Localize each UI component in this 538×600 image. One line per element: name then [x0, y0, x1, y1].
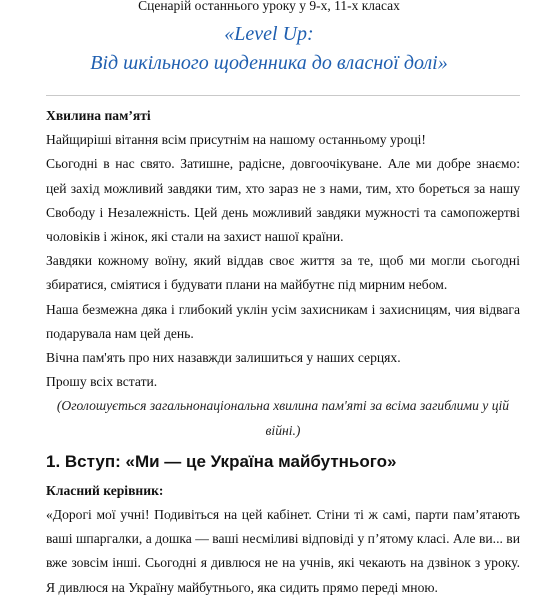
- paragraph: «Дорогі мої учні! Подивіться на цей кабінет. Стіни ті ж самі, парти пам’ятають ваші шпаргалки, а дошка — ваші несміливі відповіді у п’ятому класі. Але ви... ви вже зовсім інші. Сьогодні я дивлюся не на учнів, які чекають на дзвінок з уроку. Я дивлюся на Україну майбутнього, яка сидить прямо переді мною.: [46, 507, 520, 595]
- memory-heading: Хвилина пам’яті: [46, 108, 151, 123]
- section-heading-intro: 1. Вступ: «Ми — це Україна майбутнього»: [46, 451, 397, 471]
- speaker-label: Класний керівник:: [46, 482, 164, 498]
- stage-direction-note: (Оголошується загальнонаціональна хвилина пам'яті за всіма загиблими у цій війні.): [56, 398, 510, 438]
- paragraph: Прошу всіх встати.: [46, 374, 158, 390]
- document-title-line-2: Від шкільного щоденника до власної долі»: [90, 52, 448, 74]
- paragraph: Завдяки кожному воїну, який віддав своє життя за те, щоб ми могли сьогодні збиратися, сміятися і будувати плани на майбутнє під мирним небом.: [46, 253, 520, 293]
- document-caption: Сценарій останнього уроку у 9-х, 11-х класах: [138, 0, 400, 13]
- paragraph: Вічна пам'ять про них назавжди залишиться у наших серцях.: [46, 350, 401, 366]
- paragraph: Сьогодні в нас свято. Затишне, радісне, довгоочікуване. Але ми добре знаємо: цей захід можливий завдяки тим, хто зараз не з нами, тим, хто бореться за нашу Свободу і Незалежність. Цей день можливий завдяки мужності та самопожертві чоловіків і жінок, які стали на захист нашої країни.: [46, 156, 520, 245]
- paragraph: Наша безмежна дяка і глибокий уклін усім захисникам і захисницям, чия відвага подарувала нам цей день.: [46, 301, 520, 341]
- horizontal-divider: [46, 95, 520, 96]
- paragraph: Найщиріші вітання всім присутнім на нашому останньому уроці!: [46, 132, 426, 148]
- document-body: [46, 104, 520, 600]
- document-title-line-1: «Level Up:: [224, 23, 314, 45]
